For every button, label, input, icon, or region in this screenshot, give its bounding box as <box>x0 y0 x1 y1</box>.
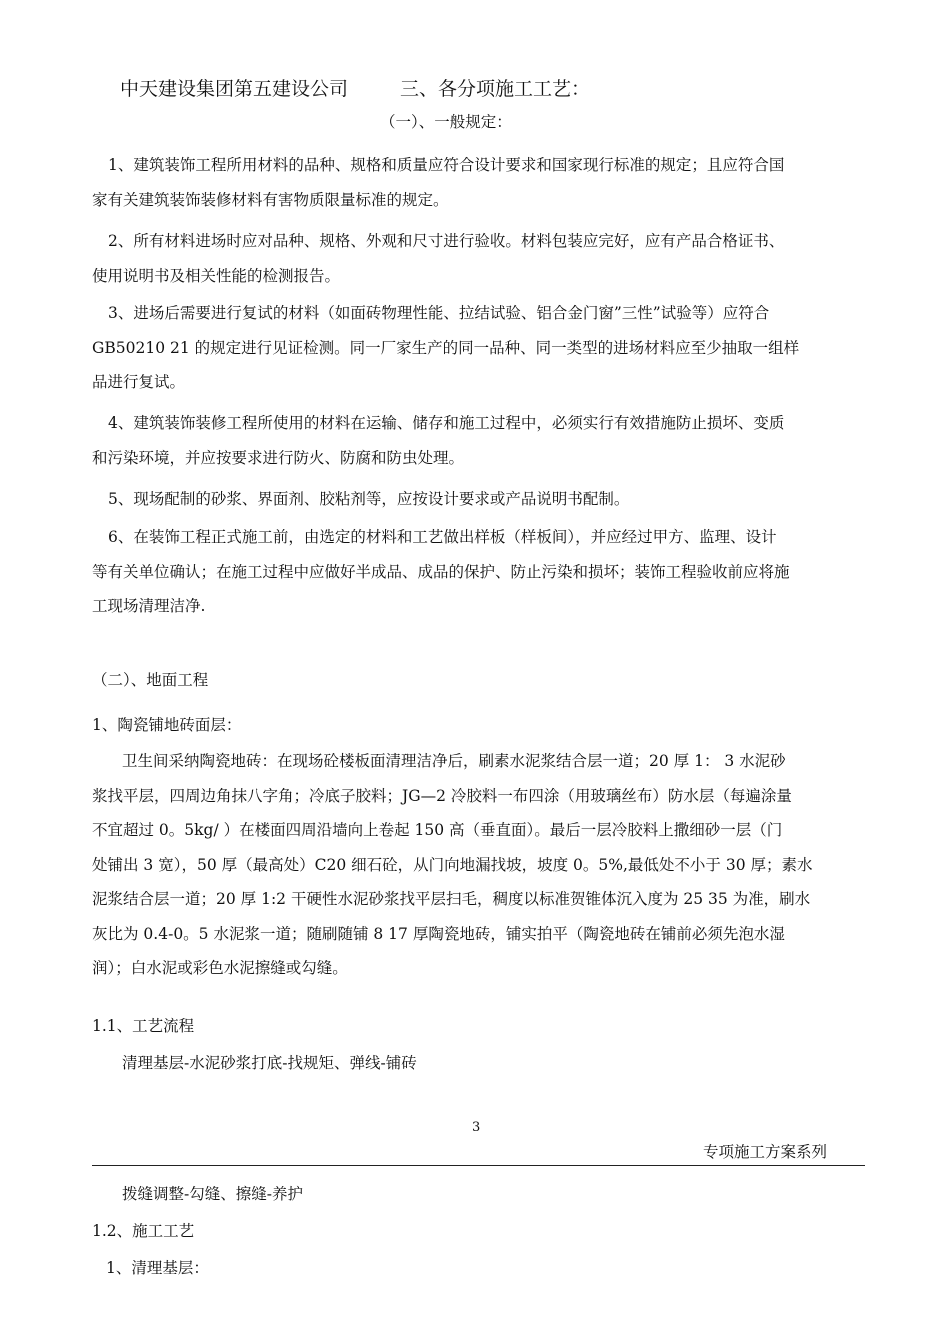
process-flow-text: 清理基层-水泥砂浆打底-找规矩、弹线-铺砖 <box>122 1054 417 1072</box>
subsection-construction-process: 1.2、施工工艺 <box>92 1222 195 1240</box>
footer-divider <box>92 1165 865 1166</box>
paragraph-line: 1、建筑装饰工程所用材料的品种、规格和质量应符合设计要求和国家现行标准的规定；且应符合国 <box>108 156 785 174</box>
step-clean-base: 1、清理基层： <box>106 1259 209 1277</box>
paragraph-line: 使用说明书及相关性能的检测报告。 <box>92 266 341 285</box>
paragraph-line: 家有关建筑装饰装修材料有害物质限量标准的规定。 <box>92 190 449 209</box>
paragraph-3 <box>92 296 864 400</box>
company-name: 中天建设集团第五建设公司 <box>120 78 349 100</box>
paragraph-line: 灰比为 0.4-0。5 水泥浆一道；随刷随铺 8 17 厚陶瓷地砖，铺实拍平（陶瓷地砖在铺前必须先泡水湿 <box>92 924 785 943</box>
footer-series-title: 专项施工方案系列 <box>703 1143 828 1161</box>
subsection-ceramic-tile: 1、陶瓷铺地砖面层： <box>92 716 242 734</box>
paragraph-line: 处铺出 3 宽），50 厚（最高处）C20 细石砼，从门向地漏找坡，坡度 0。5%,最低处不小于 30 厚；素水 <box>92 855 813 874</box>
paragraph-4 <box>92 406 864 475</box>
paragraph-5 <box>92 482 864 517</box>
paragraph-line: 卫生间采纳陶瓷地砖：在现场砼楼板面清理洁净后，刷素水泥浆结合层一道；20 厚 1： 3 水泥砂 <box>122 752 786 770</box>
paragraph-line: 和污染环境，并应按要求进行防火、防腐和防虫处理。 <box>92 448 465 467</box>
paragraph-line: 泥浆结合层一道；20 厚 1:2 干硬性水泥砂浆找平层扫毛，稠度以标准贺锥体沉入度为 25 35 为准，刷水 <box>92 890 811 908</box>
paragraph-line: GB50210 21 的规定进行见证检测。同一厂家生产的同一品种、同一类型的进场材料应至少抽取一组样 <box>92 338 800 357</box>
paragraph-line: 浆找平层，四周边角抹八字角；冷底子胶料；JG—2 冷胶料一布四涂（用玻璃丝布）防水层（每遍涂量 <box>92 786 792 805</box>
paragraph-line: 6、在装饰工程正式施工前，由选定的材料和工艺做出样板（样板间），并应经过甲方、监理、设计 <box>108 528 777 546</box>
paragraph-2 <box>92 224 864 293</box>
paragraph-line: 2、所有材料进场时应对品种、规格、外观和尺寸进行验收。材料包装应完好，应有产品合格证书、 <box>108 232 785 250</box>
paragraph-6 <box>92 520 864 624</box>
paragraph-ceramic-description <box>92 744 864 986</box>
subsection-process-flow: 1.1、工艺流程 <box>92 1017 195 1035</box>
section-title-floor: （二）、地面工程 <box>92 671 209 689</box>
paragraph-line: 4、建筑装饰装修工程所使用的材料在运输、储存和施工过程中，必须实行有效措施防止损坏、变质 <box>108 414 785 432</box>
paragraph-line: 润）；白水泥或彩色水泥擦缝或勾缝。 <box>92 959 348 977</box>
paragraph-line: 等有关单位确认；在施工过程中应做好半成品、成品的保护、防止污染和损坏；装饰工程验收前应将施 <box>92 562 790 581</box>
paragraph-1 <box>92 148 864 217</box>
process-flow-continued: 拨缝调整-勾缝、擦缝-养护 <box>122 1185 303 1203</box>
paragraph-line: 品进行复试。 <box>92 373 186 391</box>
paragraph-line: 5、现场配制的砂浆、界面剂、胶粘剂等，应按设计要求或产品说明书配制。 <box>108 490 630 508</box>
chapter-title: 三、各分项施工工艺： <box>400 78 591 100</box>
section-title-general: （一）、一般规定： <box>380 113 512 131</box>
page-number: 3 <box>472 1120 481 1135</box>
paragraph-line: 不宜超过 0。5kg/ ）在楼面四周沿墙向上卷起 150 高（垂直面）。最后一层冷胶料上撒细砂一层（门 <box>92 821 783 839</box>
paragraph-line: 3、进场后需要进行复试的材料（如面砖物理性能、拉结试验、铝合金门窗”三性”试验等）应符合 <box>108 304 770 322</box>
paragraph-line: 工现场清理洁净. <box>92 597 206 615</box>
